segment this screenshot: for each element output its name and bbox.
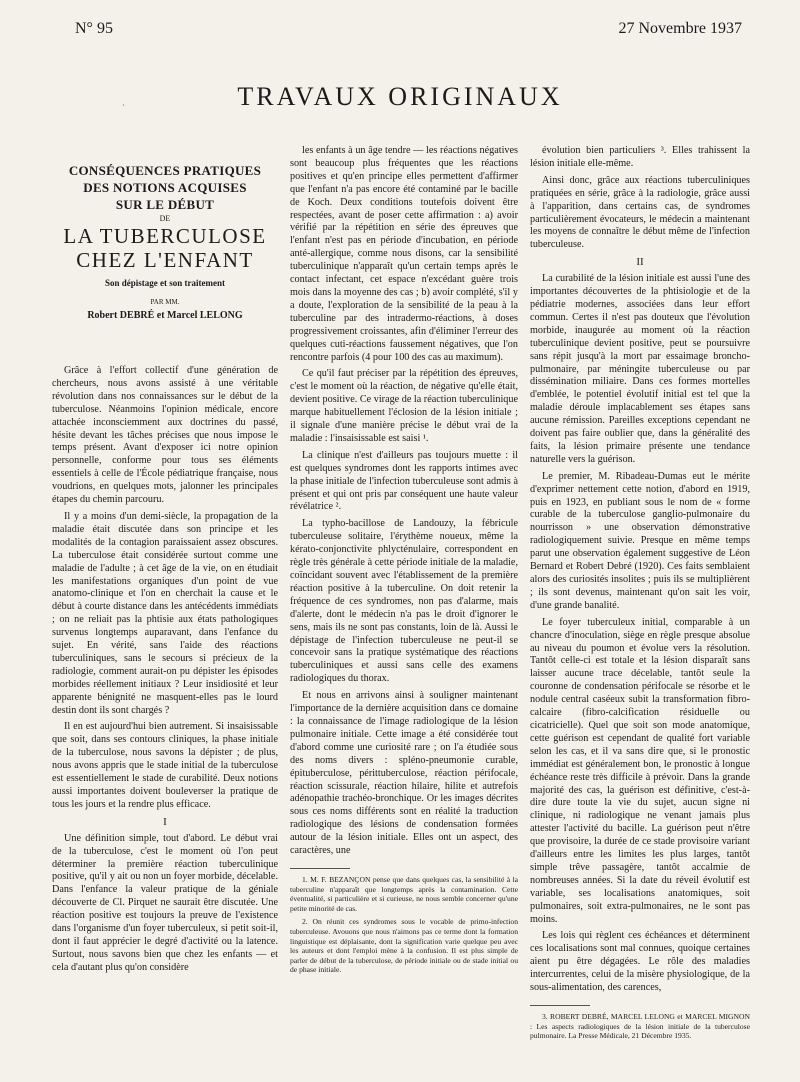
section-title: TRAVAUX ORIGINAUX <box>237 82 563 111</box>
column-1 <box>52 365 278 979</box>
title-line-3: SUR LE DÉBUT <box>115 197 215 212</box>
article-title-block <box>52 162 278 321</box>
footnote-rule <box>530 1005 590 1006</box>
footnote: 1. M. F. BEZANÇON pense que dans quelques cas, la sensibilité à la tuberculine n'apparaît que longtemps après la contamination. Cette éventualité, si particulière et si curieuse, ne nous semble concerner qu'une petite minorité de cas. <box>290 874 518 913</box>
paragraph: Les lois qui règlent ces échéances et déterminent ces localisations sont mal connues, quoique certaines aient pu être dégagées. Le rôle des maladies intercurrentes, celui de la misère physiologique, de la sous-alimentation, des carences, <box>530 930 750 994</box>
footnote: 3. ROBERT DEBRÉ, MARCEL LELONG et MARCEL MIGNON : Les aspects radiologiques de la lésion initiale de la tuberculose pulmonaire. La Presse Médicale, 21 Décembre 1935. <box>530 1012 750 1041</box>
paragraph: les enfants à un âge tendre — les réactions négatives sont beaucoup plus fréquentes que les réactions positives et qu'en principe elles permettent d'affirmer que l'enfant n'a pas encore été contaminé par le bacille de Koch. Deux conditions toutefois doivent être respectées, avant de poser cette affirmation : a) avoir vérifié par la répétition en série des épreuves que l'enfant n'est pas en période d'incubation, en période anté-allergique, comme nous disons, car la sensibilité tuberculinique n'apparaît qu'un certain temps après le contact infectant, cet espace n'excédant guère trois mois dans la moyenne des cas ; b) avoir complété, s'il y a doute, l'exploration de la sensibilité de la peau à la tuberculine par des intradermo-réactions, à doses progressivement croissantes, afin d'éliminer l'erreur des quelques cuti-réactions faussement négatives, que l'on rencontre parfois (4 pour 100 des cas au maximum). <box>290 145 518 363</box>
issue-date: 27 Novembre 1937 <box>618 20 742 37</box>
footnote-rule <box>290 868 350 869</box>
title-line-4: LA TUBERCULOSE <box>63 224 267 248</box>
paragraph: Une définition simple, tout d'abord. Le début vrai de la tuberculose, c'est le moment où l'on peut déterminer la première réaction tuberculinique positive, qu'il y ait ou non un foyer morbide, décelable. Dans l'enfance la valeur pratique de la géniale découverte de Cl. Pirquet ne saurait être discutée. Une réaction positive est toujours la preuve de l'existence dans l'organisme d'un foyer tuberculeux, si petit soit-il, dont il faut apprécier le degré d'activité ou la latence. Surtout, nous savons bien que chez les enfants — et cela d'autant plus qu'on considère <box>52 832 278 973</box>
paragraph: Ce qu'il faut préciser par la répétition des épreuves, c'est le moment où la réaction, de négative qu'elle était, devient positive. Ce virage de la réaction tuberculinique marque habituellement l'éclosion de la lésion initiale ; il signale d'une manière précise le début vrai de la maladie : l'insaisissable est saisi ¹. <box>290 368 519 444</box>
title-de: DE <box>159 214 171 223</box>
paragraph: Ainsi donc, grâce aux réactions tuberculiniques pratiquées en série, grâce à la radiologie, grâce aussi à l'apparition, dans certains cas, de syndromes particulièrement évocateurs, le médecin a maintenant les moyens de connaître le début même de l'infection tuberculeuse. <box>530 174 750 251</box>
paragraph: évolution bien particuliers ³. Elles trahissent la lésion initiale elle-même. <box>530 145 750 169</box>
column-2 <box>290 145 518 979</box>
page-number: N° 95 <box>75 20 113 37</box>
title-line-2: DES NOTIONS ACQUISES <box>83 180 247 195</box>
paragraph: La curabilité de la lésion initiale est aussi l'une des importantes découvertes de la phtisiologie et de la pédiatrie modernes, associées dans leur effort commun. Certes il n'est pas douteux que l'évolution morbide, inaugurée au moment où la réaction tuberculinique devient positive, peut se poursuivre sans répit jusqu'à la mort par essaimage broncho-pulmonaire, par méningite tuberculeuse ou par dissémination miliaire. Dans ces formes mortelles d'emblée, le potentiel évolutif initial est tel que la maladie déroule implacablement ses étapes sans aucune rémission. Pareilles exceptions cependant ne doivent pas faire oublier que, dans la généralité des faits, la lésion primaire présente une tendance naturelle vers la guérison. <box>530 273 750 465</box>
title-line-1: CONSÉQUENCES PRATIQUES <box>68 163 262 178</box>
paragraph: Le premier, M. Ribadeau-Dumas eut le mérite d'exprimer nettement cette notion, d'abord en 1919, puis en 1923, en publiant sous le nom de « forme curable de la tuberculose ganglio-pulmonaire du nourrisson » une observation démonstrative radiologiquement suivie. Presque en même temps parut une observation également suggestive de Léon Bernard et Robert Debré (1920). Ces faits semblaient alors des curiosités insolites ; puis ils se multiplièrent ; ils sont devenus, maintenant qu'on sait les voir, d'une grande banalité. <box>530 470 750 611</box>
paragraph: Il y a moins d'un demi-siècle, la propagation de la maladie était discutée dans son principe et les modalités de la contagion paraissaient assez obscures. La tuberculose était considérée surtout comme une maladie de l'adulte ; à cet âge de la vie, on en étudiait les manifestations organiques d'un point de vue anatomo-clinique et l'on en cherchait la cause et le début à courte distance dans les antécédents immédiats ; on ne reliait pas la phtisie aux états pathologiques survenus longtemps auparavant, dans l'enfance du sujet. En vérité, sans l'aide des réactions tuberculiniques, sans le secours si précieux de la radiologie, comment aurait-on pu dépister les épisodes morbides réellement initiaux ? Leur insidiosité et leur apparente bénignité ne masquent-elles pas le lourd destin dont ils sont chargés ? <box>52 510 278 716</box>
ornament-dot: · <box>122 101 125 110</box>
paragraph: La typho-bacillose de Landouzy, la fébricule tuberculeuse solitaire, l'érythème noueux, même la kérato-conjonctivite phlycténulaire, correspondent en règle très générale à cette période initiale de la maladie, coïncidant souvent avec l'établissement de la première réaction positive à la tuberculine. On doit retenir la fréquence de ces syndromes, non pas d'alarme, mais d'alerte, dont le médecin n'a pas le droit d'ignorer le sens, mais ils ne sont pas constants, loin de là. Aussi le dépistage de l'infection tuberculeuse ne peut-il se concevoir sans la pratique systématique des réactions tuberculiniques et aussi sans celle des examens radiologiques du thorax. <box>290 518 518 685</box>
by-line-prefix: PAR MM. <box>150 298 180 306</box>
title-line-5: CHEZ L'ENFANT <box>76 248 254 272</box>
paragraph: Il en est aujourd'hui bien autrement. Si insaisissable que soit, dans ses contours cliniques, la phase initiale de la tuberculose, nous savons la dépister ; de plus, nous avons appris que le stade initial de la tuberculose est essentiellement le stade de curabilité. Deux notions aussi importantes doivent bouleverser la pratique de tous les jours et la rendre plus efficace. <box>52 721 278 810</box>
section-number: I <box>163 815 167 828</box>
paragraph: La clinique n'est d'ailleurs pas toujours muette : il est quelques syndromes dont les rapports intimes avec la phase initiale de l'infection tuberculeuse sont admis à présent et qui ont pris par conséquent une haute valeur révélatrice ². <box>290 449 518 513</box>
section-number: II <box>636 256 644 269</box>
paragraph: Le foyer tuberculeux initial, comparable à un chancre d'inoculation, siège en règle presque absolue au niveau du poumon et évolue vers la résolution. Tantôt celle-ci est totale et la lésion disparaît sans laisser aucune trace décelable, tantôt seule la couronne de condensation périfocale se résorbe et le nodule central caséeux subit la transformation fibro-calcaire (fibro-calcification résiduelle ou cicatricielle). Quel que soit son mode anatomique, cette guérison est cependant de qualité fort variable selon les cas, et il va sans dire que, si le pronostic immédiat est généralement bon, le pronostic à longue échéance reste très difficile à prévoir. Dans la grande majorité des cas, la guérison est définitive, c'est-à-dire dure toute la vie du sujet, aucun signe ni clinique, ni radiologique ne venant jamais plus attester l'activité du bacille. La guérison peut n'être que provisoire, la durée de ce stade provisoire variant d'ailleurs entre les limites les plus larges, tantôt simple trêve passagère, tantôt accalmie de nombreuses années. Si la date du réveil évolutif est variable, ses localisations anatomiques, soit pulmonaires, soit extra-pulmonaires, ne le sont pas moins. <box>530 616 750 925</box>
paragraph: Et nous en arrivons ainsi à souligner maintenant l'importance de la dernière acquisition dans ce domaine : la connaissance de l'image radiologique de la lésion pulmonaire initiale. Cette image a été considérée tout d'abord comme une curiosité rare ; on l'a étudiée sous des noms divers : spléno-pneumonie curable, épituberculose, périttuberculose, réaction périfocale, réaction scissurale, réaction hilaire, hilite et autrefois adénopathie trachéo-bronchique. Or les images décrites sous ces noms différents sont en réalité la traduction radiologique des lésions de condensation formées autour de la lésion initiale. Elles ont un aspect, des caractères, une <box>290 690 518 857</box>
article-authors: Robert DEBRÉ et Marcel LELONG <box>87 310 243 321</box>
footnote: 2. On réunit ces syndromes sous le vocable de primo-infection tuberculeuse. Avouons que nous n'aimons pas ce terme dont la formation linguistique est déplaisante, dont la signification varie quelque peu avec les auteurs et dont l'emploi mène à la confusion. Il est plus simple de parler de début de la tuberculose, de période initiale ou de stade initial ou de phase initiale. <box>290 917 518 975</box>
column-3 <box>530 145 750 1045</box>
article-subtitle: Son dépistage et son traitement <box>105 278 225 288</box>
paragraph: Grâce à l'effort collectif d'une génération de chercheurs, nous avons assisté à une véritable révolution dans nos connaissances sur le début de la tuberculose. Néanmoins l'opinion médicale, encore attachée inconsciemment aux doctrines du passé, hésite devant les tâches précises que nous impose le temps présent. Avant d'exposer ici notre opinion personnelle, conforme pour tous ses éléments essentiels à celle de l'École pédiatrique française, nous voudrions, en quelques mots, jalonner les principales étapes du chemin parcouru. <box>52 365 278 506</box>
